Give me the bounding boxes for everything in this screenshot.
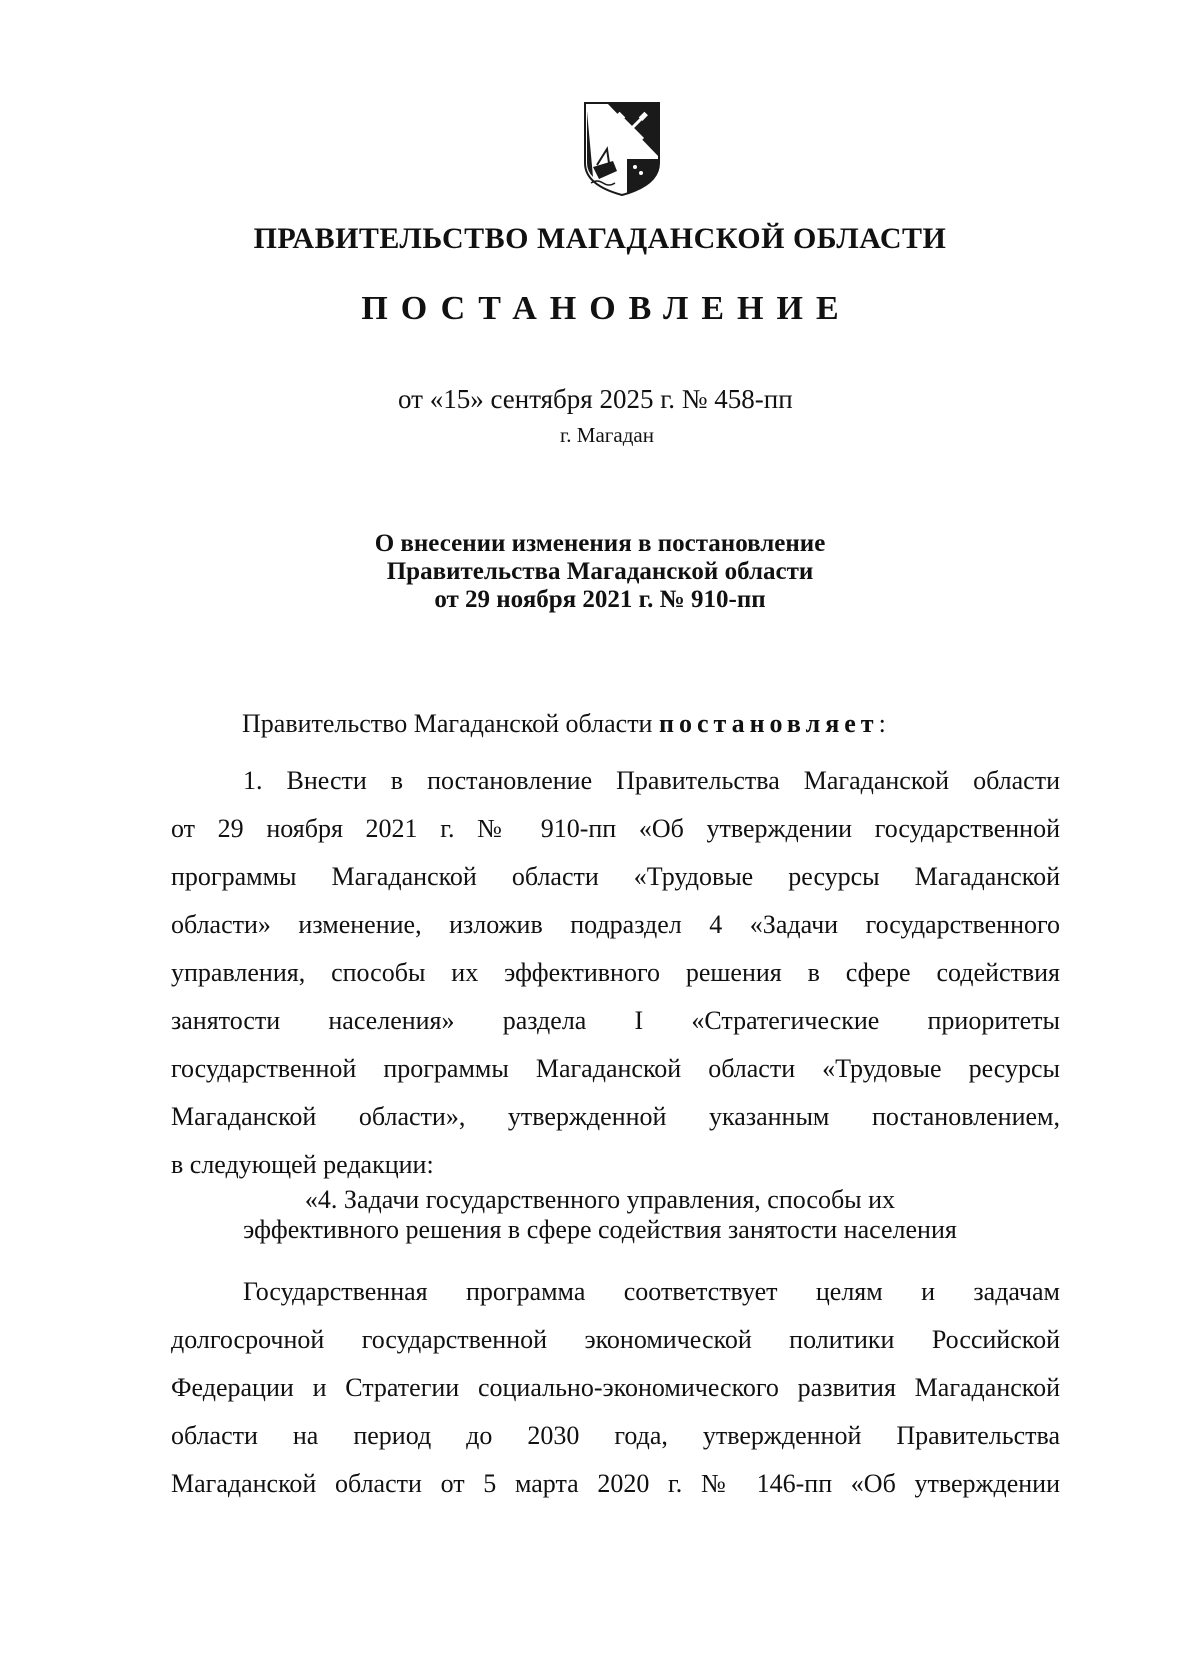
paragraph-2 [171, 1268, 1060, 1508]
subject-line: от 29 ноября 2021 г. № 910-пп [434, 586, 766, 613]
document-subject [0, 530, 1200, 614]
paragraph-line: Магаданской области», утвержденной указанным постановлением, [171, 1102, 1060, 1131]
paragraph-line: 1. Внести в постановление Правительства Магаданской области [243, 766, 1060, 795]
subject-line: О внесении изменения в постановление [374, 530, 826, 557]
paragraph-line: государственной программы Магаданской области «Трудовые ресурсы [171, 1054, 1060, 1083]
paragraph-line: управления, способы их эффективного решения в сфере содействия [171, 958, 1060, 987]
preamble-text: Правительство Магаданской области [242, 709, 653, 738]
document-date-number: от «15» сентября 2025 г. № 458-пп [398, 384, 793, 414]
paragraph-line: долгосрочной государственной экономической политики Российской [171, 1325, 1060, 1354]
decision-word: постановляет [658, 709, 879, 738]
paragraph-1 [171, 757, 1060, 1189]
subject-line: Правительства Магаданской области [386, 558, 814, 585]
preamble-colon: : [878, 709, 886, 738]
section-title-line: эффективного решения в сфере содействия занятости населения [243, 1215, 957, 1244]
document-type: ПОСТАНОВЛЕНИЕ [361, 290, 852, 327]
coat-of-arms-icon [583, 101, 661, 197]
paragraph-line: области» изменение, изложив подраздел 4 «Задачи государственного [171, 910, 1060, 939]
paragraph-line: области на период до 2030 года, утвержденной Правительства [171, 1421, 1060, 1450]
paragraph-line: Государственная программа соответствует целям и задачам [243, 1277, 1060, 1306]
section-title-line: «4. Задачи государственного управления, способы их [304, 1185, 896, 1214]
document-city: г. Магадан [560, 423, 654, 447]
paragraph-line: в следующей редакции: [171, 1150, 434, 1179]
paragraph-line: Магаданской области от 5 марта 2020 г. № 146-пп «Об утверждении [171, 1469, 1060, 1498]
paragraph-line: от 29 ноября 2021 г. № 910-пп «Об утверждении государственной [171, 814, 1060, 843]
preamble [242, 709, 886, 739]
paragraph-line: Федерации и Стратегии социально-экономического развития Магаданской [171, 1373, 1060, 1402]
organization-title: ПРАВИТЕЛЬСТВО МАГАДАНСКОЙ ОБЛАСТИ [253, 222, 947, 255]
paragraph-line: занятости населения» раздела I «Стратегические приоритеты [171, 1006, 1060, 1035]
paragraph-line: программы Магаданской области «Трудовые ресурсы Магаданской [171, 862, 1060, 891]
section-title [0, 1185, 1200, 1245]
